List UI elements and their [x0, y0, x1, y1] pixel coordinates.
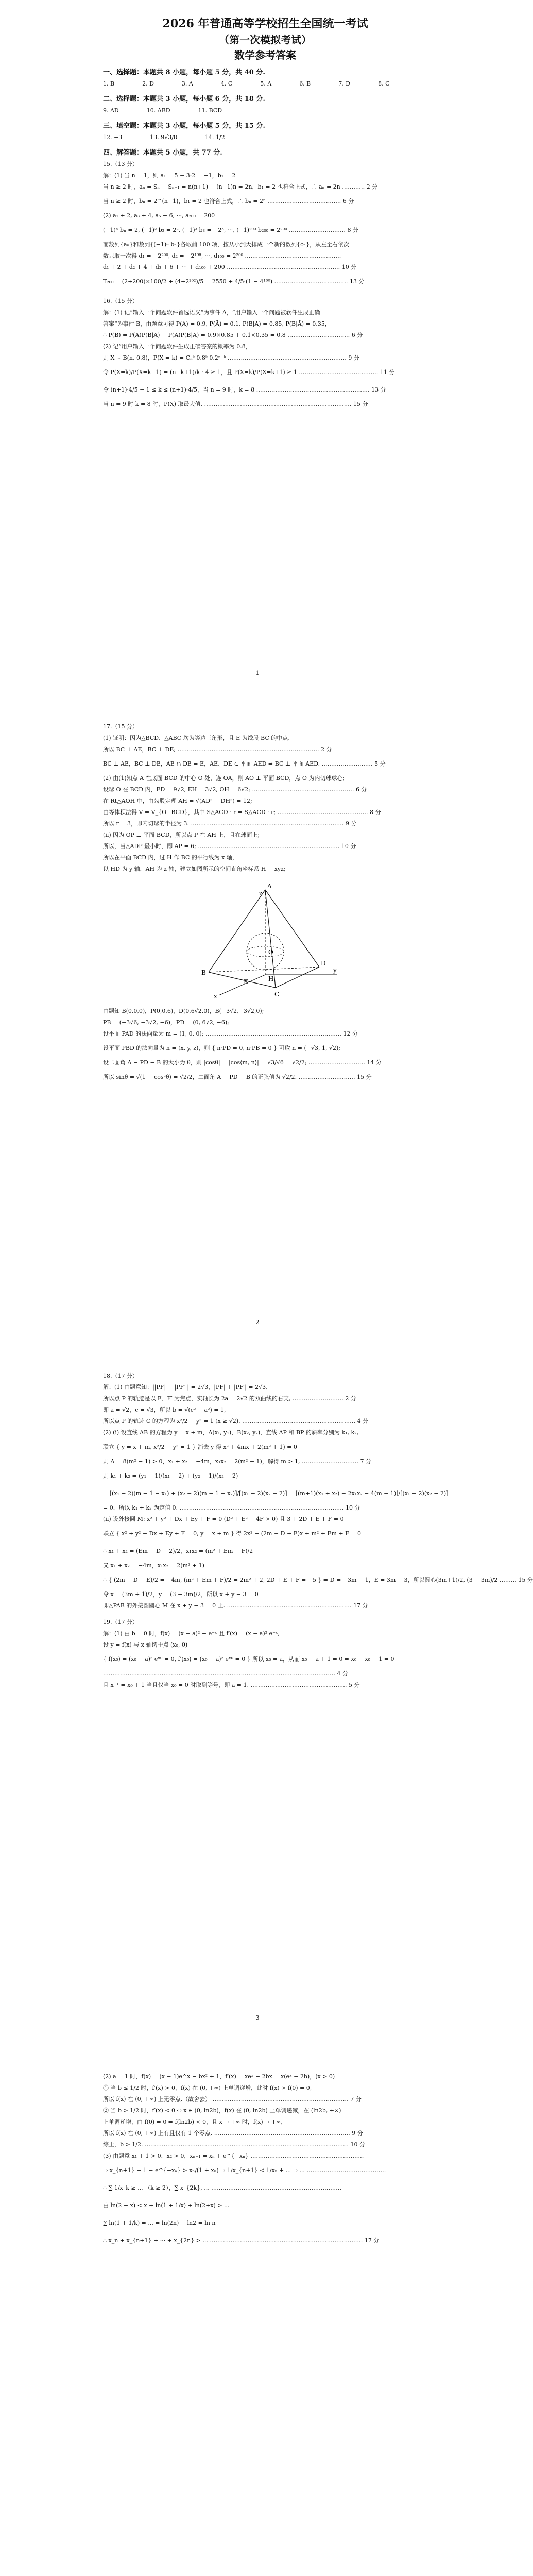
q18-line: (2) (i) 设直线 AB 的方程为 y = x + m，A(x₁, y₁)，B(x₂, y₂)，直线 AP 和 BP 的斜率分别为 k₁, k₂, — [103, 1429, 359, 1436]
answer-13: 13. 9√3/8 — [150, 134, 177, 141]
q16-line: 令 P(X=k)/P(X=k−1) = (n−k+1)/k · 4 ≥ 1，且 P(X=k)/P(X=k+1) ≥ 1 …………………………………… 11 分 — [103, 369, 395, 376]
q19-line: (3) 由题意 x₁ + 1 > 0，x₂ > 0，xₙ₊₁ = xₙ + e^{−xₙ} …………………………………………………… — [103, 2153, 364, 2159]
q19-line: { f(x₀) = (x₀ − a)² eˣ⁰ = 0, f′(x₀) = (x₀ − a)² eˣ⁰ = 0 } 所以 x₀ = a，从而 x₀ − a + 1 = 0 ⇒ x₀ − x₀ − 1 = 0 — [103, 1656, 394, 1663]
q17-line: 以 HD 为 y 轴，AH 为 z 轴，建立如图所示的空间直角坐标系 H − xyz; — [103, 866, 286, 872]
q18-line: 所以点 P 的轨迹 C 的方程为 x²/2 − y² = 1 (x ≥ √2). …………………………………………………… 4 分 — [103, 1418, 369, 1425]
part3-heading: 三、填空题：本题共 3 小题，每小题 5 分，共 15 分. — [103, 122, 265, 130]
q19-line: …………………………………………………………………………………………………………… 4 分 — [103, 1670, 348, 1677]
q15-line: d₁ + 2 + d₂ + 4 + d₃ + 6 + ··· + d₁₀₀ + 200 …………………………………………………… 10 分 — [103, 264, 357, 270]
label-z: z — [259, 890, 263, 897]
q17-line: PB = (−3√6, −3√2, −6)，PD = (0, 6√2, −6); — [103, 1019, 229, 1026]
q17-line: 所以 sinθ = √(1 − cos²θ) = √2/2，二面角 A − PD − B 的正弦值为 √2/2. ………………………… 15 分 — [103, 1074, 372, 1080]
answer-11: 11. BCD — [198, 107, 222, 114]
page-3 — [0, 1350, 533, 2035]
q19-line: ∴ ∑ 1/x_k ≥ ... （k ≥ 2），∑ x_{2k}, ... …………………………………………………………… — [103, 2184, 342, 2191]
q18-line: = [(x₁ − 2)(m − 1 − x₁) + (x₂ − 2)(m − 1 − x₂)]/[(x₁ − 2)(x₂ − 2)] = [(m+1)(x₁ + x₂) − 2x₁x₂ − 4(m − 1)]/[(x₁ − 2)(x₂ − 2)] — [103, 1490, 449, 1497]
edge-bd — [209, 967, 319, 972]
q17-title: 17.（15 分） — [103, 723, 138, 730]
answer-8: 8. C — [378, 80, 390, 87]
q17-line: 所以在平面 BCD 内，过 H 作 BC 的平行线为 x 轴， — [103, 854, 238, 861]
label-c: C — [274, 991, 280, 998]
q19-line: ① 当 b ≤ 1/2 时，f′(x) > 0，f(x) 在 (0, +∞) 上单调递增，此时 f(x) > f(0) = 0, — [103, 2084, 312, 2091]
q18-line: = 0，所以 k₁ + k₂ 为定值 0. …………………………………………………………………………… 10 分 — [103, 1504, 360, 1511]
q16-line: (2) 记“用户输入一个问题软件生成正确答案的概率为 0.8， — [103, 343, 251, 350]
q19-line: 且 x⁻¹ = x₀ + 1 当且仅当 x₀ = 0 时取到等号，即 a = 1. …………………………………………… 5 分 — [103, 1682, 360, 1688]
q15-line: T₂₀₀ = (2+200)×100/2 + (4+2²⁰²)/5 = 2550 + 4/5·(1 − 4¹⁰⁰) ………………………………… 13 分 — [103, 278, 365, 285]
part1-heading: 一、选择题：本题共 8 小题，每小题 5 分，共 40 分. — [103, 69, 265, 76]
q16-line: 令 (n+1)·4/5 − 1 ≤ k ≤ (n+1)·4/5，当 n = 9 时，k = 8 …………………………………………………… 13 分 — [103, 386, 386, 393]
q19-line: ② 当 b > 1/2 时，f′(x) < 0 ⇔ x ∈ (0, ln2b)，f(x) 在 (0, ln2b) 上单调递减，在 (ln2b, +∞) — [103, 2107, 341, 2114]
page-number: 2 — [255, 1319, 260, 1326]
page-1 — [0, 0, 515, 690]
q18-line: 则 k₁ + k₂ = (y₁ − 1)/(x₁ − 2) + (y₂ − 1)/(x₂ − 2) — [103, 1472, 238, 1479]
q18-line: 联立 { y = x + m, x²/2 − y² = 1 } 消去 y 得 x² + 4mx + 2(m² + 1) = 0 — [103, 1444, 297, 1450]
q19-line: 由 ln(2 + x) < x + ln(1 + 1/x) + ln(2+x) > ... — [103, 2202, 230, 2209]
q18-line: 即△PAB 的外接圆圆心 M 在 x + y − 3 = 0 上. ………………………………………………………… 17 分 — [103, 1602, 368, 1609]
tetrahedron-diagram — [188, 882, 342, 1001]
q19-line: ∑ ln(1 + 1/k) = ... = ln(2n) − ln2 = ln n — [103, 2219, 216, 2226]
answer-3: 3. A — [181, 80, 193, 87]
part3-answers — [103, 132, 427, 143]
q19-line: ⇒ x_{n+1} − 1 − e^{−xₙ} > xₙ/(1 + xₙ) ⇒ 1/x_{n+1} < 1/xₙ + ... ⇒ ... …………………………………… — [103, 2167, 386, 2174]
axis-x — [219, 975, 265, 995]
q18-line: (ii) 设外接圆 M: x² + y² + Dx + Ey + F = 0 (D² + E² − 4F > 0) 且 3 + 2D + E + F = 0 — [103, 1516, 344, 1522]
label-y: y — [333, 967, 337, 974]
answer-14: 14. 1/2 — [204, 134, 225, 141]
q17-line: (2) 由(1)知点 A 在底面 BCD 的中心 O 处，连 OA，则 AO ⊥ 平面 BCD，点 O 为内切球球心; — [103, 775, 345, 782]
exam-title: 2026 年普通高等学校招生全国统一考试 — [162, 17, 368, 30]
q18-line: 所以点 P 的轨迹是以 F、F′ 为焦点，实轴长为 2a = 2√2 的双曲线的右支, ……………………… 2 分 — [103, 1395, 356, 1402]
q15-line: (−1)ⁿ bₙ = 2, (−1)² b₂ = 2², (−1)³ b₃ = −2³, ···, (−1)²⁰⁰ b₂₀₀ = 2²⁰⁰ ………………………… 8 分 — [103, 227, 359, 233]
part2-heading: 二、选择题：本题共 3 小题，每小题 6 分，共 18 分. — [103, 95, 265, 103]
answer-6: 6. B — [299, 80, 311, 87]
label-h: H — [268, 975, 274, 982]
exam-subtitle: （第一次模拟考试） — [219, 33, 312, 46]
q15-line: (2) a₁ + 2, a₃ + 4, a₅ + 6, ···, a₂₀₀ = 200 — [103, 212, 215, 219]
q19-line: (2) a = 1 时，f(x) = (x − 1)e^x − bx² + 1，f′(x) = xeˣ − 2bx = x(eˣ − 2b)，(x > 0) — [103, 2073, 335, 2080]
page-2 — [0, 701, 515, 1340]
q18-line: ∴ x₁ + x₂ = (Em − D − 2)/2，x₁x₂ = (m² + Em + F)/2 — [103, 1548, 253, 1554]
q19-line: 所以 f(x) 在 (0, +∞) 上无零点.（故舍去） ……………………………………………………………… 7 分 — [103, 2096, 362, 2103]
q19-title: 19.（17 分） — [103, 1619, 138, 1625]
part4-heading: 四、解答题：本题共 5 小题，共 77 分. — [103, 149, 222, 157]
q17-line: 所以 BC ⊥ AE，BC ⊥ DE; ………………………………………………………………… 2 分 — [103, 746, 332, 753]
q18-title: 18.（17 分） — [103, 1372, 138, 1379]
q19-line: 综上，b > 1/2. ……………………………………………………………………………………………… 10 分 — [103, 2141, 365, 2148]
q15-line: 而数列{aₙ}和数列{(−1)ⁿ bₙ}各取前 100 项，按从小到大排成一个新的数列{cₙ}，从左至右依次 — [103, 241, 350, 248]
answer-2: 2. D — [142, 80, 154, 87]
q15-line: 数只取一次得 d₁ = −2²⁰⁰, d₂ = −2¹⁹⁸, ···, d₁₀₀ = 2²⁰⁰ …………………………………………… — [103, 252, 341, 259]
q17-line: 由等体积法得 V = V_{O−BCD}，其中 S△ACD · r = S△ACD · r; ………………………………………… 8 分 — [103, 809, 381, 816]
edge-ac — [265, 890, 276, 988]
answer-key-heading: 数学参考答案 — [234, 49, 296, 61]
q15-line: 当 n ≥ 2 时，bₙ = 2^(n−1)，b₁ = 2 也符合上式，∴ bₙ = 2ⁿ ………………………………… 6 分 — [103, 198, 354, 205]
q17-line: BC ⊥ AE，BC ⊥ DE，AE ∩ DE = E，AE、DE ⊂ 平面 AED ⇒ BC ⊥ 平面 AED. ……………………… 5 分 — [103, 760, 386, 767]
q19-line: ∴ x_n + x_{n+1} + ··· + x_{2n} > ... ……………………………………………………………………… 17 分 — [103, 2237, 380, 2244]
label-e: E — [244, 978, 248, 986]
answer-10: 10. ABD — [146, 107, 170, 114]
q18-line: 又 x₁ + x₂ = −4m，x₁x₂ = 2(m² + 1) — [103, 1562, 204, 1569]
page-number: 3 — [255, 2014, 260, 2021]
q16-line: 则 X ~ B(n, 0.8)，P(X = k) = Cₙᵏ 0.8ᵏ 0.2ⁿ⁻ᵏ ……………………………………………………… 9 分 — [103, 354, 359, 361]
q18-line: 即 a = √2，c = √3，所以 b = √(c² − a²) = 1, — [103, 1406, 226, 1413]
q17-line: 由题知 B(0,0,0)，P(0,0,6)，D(0,6√2,0)，B(−3√2,−3√2,0); — [103, 1008, 264, 1014]
q19-line: 解：(1) 由 b = 0 时，f(x) = (x − a)² + e⁻ˣ 且 f′(x) = (x − a)² e⁻ˣ, — [103, 1630, 280, 1637]
q17-line: 设平面 PAD 的法向量为 m = (1, 0, 0); ……………………………………………………………… 12 分 — [103, 1030, 358, 1037]
answer-4: 4. C — [220, 80, 233, 87]
label-d: D — [321, 960, 326, 967]
q19-line: 所以 f(x) 在 (0, +∞) 上有且仅有 1 个零点. ……………………………………………………………… 9 分 — [103, 2130, 363, 2137]
edge-cd — [276, 967, 319, 988]
q17-line: 设二面角 A − PD − B 的大小为 θ，则 |cosθ| = |cos⟨m, n⟩| = √3/√6 = √2/2; ………………………… 14 分 — [103, 1059, 382, 1066]
q16-line: 解：(1) 记“输入一个问题软件首选语义”为事件 A，“用户输入一个问题被软件生成正确 — [103, 309, 320, 316]
page-number: 1 — [255, 670, 260, 676]
q18-line: 联立 { x² + y² + Dx + Ey + F = 0, y = x + m } 得 2x² − (2m − D + E)x + m² + Em + F = 0 — [103, 1530, 362, 1537]
q15-title: 15.（13 分） — [103, 161, 138, 167]
label-a: A — [267, 883, 272, 890]
tetrahedron-figure — [188, 882, 342, 1001]
answer-1: 1. B — [103, 80, 115, 87]
q16-line: 当 n = 9 时 k = 8 时，P(X) 取最大值. …………………………………………………………………… 15 分 — [103, 401, 368, 408]
q17-line: 在 Rt△AOH 中，由勾股定理 AH = √(AD² − DH²) = 12; — [103, 798, 252, 804]
edge-ab — [209, 890, 265, 972]
q15-line: 解：(1) 当 n = 1，则 a₁ = 5 − 3·2 = −1，b₁ = 2 — [103, 172, 236, 179]
q17-line: 设球 O 在 BCD 内，ED = 9√2, EH = 3√2, OH = 6√2; ……………………………………………… 6 分 — [103, 786, 367, 793]
q16-solution — [103, 307, 427, 410]
q15-solution — [103, 170, 427, 291]
q17-line: 所以 r = 3，即内切球的半径为 3. ……………………………………………………………………… 9 分 — [103, 820, 357, 827]
answer-12: 12. −3 — [103, 134, 123, 141]
label-o: O — [268, 948, 273, 956]
q17-line: 设平面 PBD 的法向量为 n = (x, y, z)，则 { n·PD = 0, n·PB = 0 } 可取 n = (−√3, 1, √2); — [103, 1045, 340, 1052]
label-x: x — [214, 993, 217, 1000]
q19-line: 上单调递增，由 f(0) = 0 ⇒ f(ln2b) < 0，且 x → +∞ 时，f(x) → +∞, — [103, 2119, 283, 2125]
q18-line: 则 Δ = 8(m² − 1) > 0，x₁ + x₂ = −4m，x₁x₂ = 2(m² + 1)，解得 m > 1, ………………………… 7 分 — [103, 1458, 371, 1465]
q16-title: 16.（15 分） — [103, 298, 138, 304]
q18-line: ∴ { (2m − D − E)/2 = −4m, (m² + Em + F)/2 = 2m² + 2, 2D + E + F = −5 } ⇒ D = −3m − 1，E = 3m − 3，所以圆心(3m+1)/2, (3 − 3m)/2 ……… 15 分 — [103, 1577, 533, 1583]
q16-line: 答案”为事件 B，由题意可得 P(A) = 0.9, P(Ā) = 0.1, P(B|A) = 0.85, P(B|Ā) = 0.35， — [103, 320, 331, 327]
page-4 — [0, 2050, 515, 2576]
part1-answers — [103, 78, 427, 90]
q18-line: 解：(1) 由题意知：||PF| − |PF′|| = 2√3，|PF| + |PF′| = 2√3, — [103, 1384, 268, 1391]
q17-line: (ii) 因为 OP ⊥ 平面 BCD，所以点 P 在 AH 上，且在球面上; — [103, 832, 260, 838]
q19-line: 设 y = f(x) 与 x 轴切于点 (x₀, 0) — [103, 1641, 188, 1648]
q16-line: ∴ P(B) = P(A)P(B|A) + P(Ā)P(B|Ā) = 0.9×0.85 + 0.1×0.35 = 0.8 …………………………… 6 分 — [103, 332, 363, 338]
q17-line: 所以，当△ADP 最小时，即 AP = 6; ………………………………………………………………… 10 分 — [103, 843, 356, 850]
answer-7: 7. D — [338, 80, 351, 87]
part2-answers — [103, 105, 427, 116]
answer-9: 9. AD — [103, 107, 119, 114]
answer-5: 5. A — [260, 80, 272, 87]
q17-line: (1) 证明：因为△BCD、△ABC 均为等边三角形，且 E 为线段 BC 的中点. — [103, 735, 290, 741]
q15-line: 当 n ≥ 2 时，aₙ = Sₙ − Sₙ₋₁ = n(n+1) − (n−1)n = 2n，b₁ = 2 也符合上式，∴ aₙ = 2n ………… 2 分 — [103, 183, 378, 190]
q18-line: 令 x = (3m + 1)/2，y = (3 − 3m)/2，所以 x + y − 3 = 0 — [103, 1591, 259, 1598]
label-b: B — [201, 969, 206, 976]
